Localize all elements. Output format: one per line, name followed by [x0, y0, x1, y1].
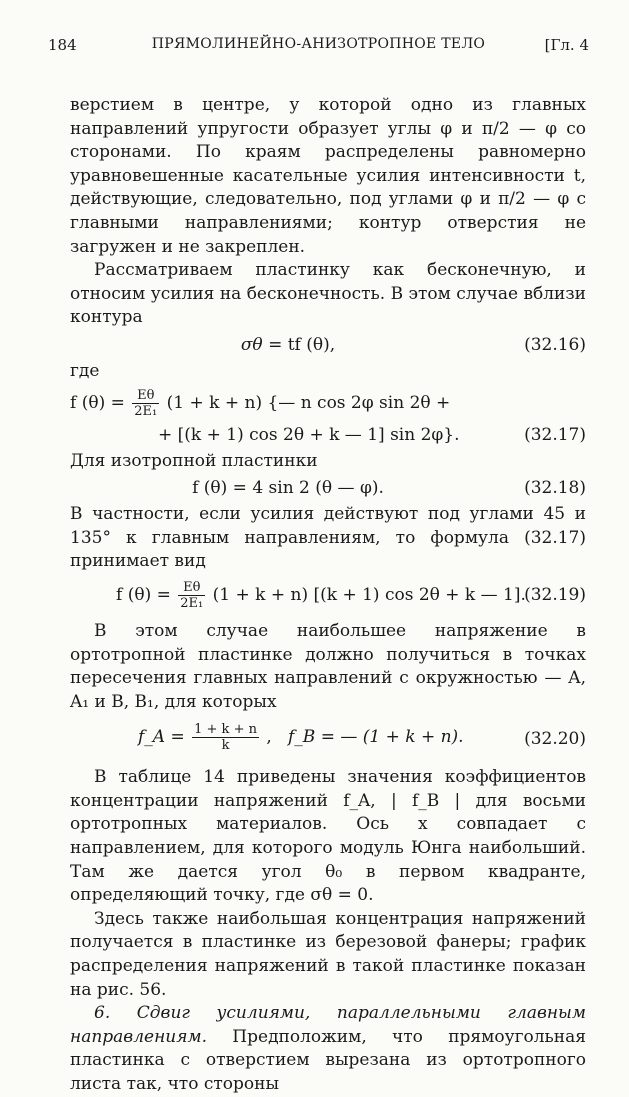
paragraph-8: Здесь также наибольшая концентрация напряжений получается в пластинке из березовой фанеры; график распределения напряжений в такой пластинке показан на рис. 56.	[70, 908, 586, 1000]
eq4-frac-num: Eθ	[178, 580, 205, 596]
equation-32-20	[70, 714, 586, 758]
eq4-frac-den: 2E₁	[180, 595, 204, 611]
eq5-rhs: f_B = — (1 + k + n).	[288, 727, 464, 748]
page-body	[70, 94, 586, 1097]
chapter-marker: [Гл. 4	[544, 36, 589, 54]
eq2-frac-den: 2E₁	[134, 403, 158, 419]
eq5-separator: ,	[266, 727, 272, 748]
equation-32-18	[70, 473, 586, 503]
page-number: 184	[48, 36, 77, 54]
eq5-frac-num: 1 + k + n	[194, 722, 257, 738]
eq2-body: (1 + k + n) {— n cos 2φ sin 2θ +	[166, 392, 451, 413]
eq4-body: (1 + k + n) [(k + 1) cos 2θ + k — 1].	[212, 584, 526, 605]
paragraph-6: В этом случае наибольшее напряжение в ортотропной пластинке должно получиться в точках пересечения главных направлений с окружностью — A, A₁ и B, B₁, для которых	[70, 620, 586, 712]
paragraph-5: В частности, если усилия действуют под углами 45 и 135° к главным направлениям, то формула (32.17) принимает вид	[70, 504, 586, 572]
paragraph-3: где	[70, 360, 100, 381]
paragraph-1: верстием в центре, у которой одно из главных направлений упругости образует углы φ и π/2 — φ со сторонами. По краям распределены равномерно уравновешенные касательные усилия интенсивности t, действующие, следовательно, под углами φ и π/2 — φ с главными направлениями; контур отверстия не загружен и не закреплен.	[70, 95, 586, 257]
eq5-lhs: f_A =	[138, 727, 185, 748]
eq5-fraction	[192, 722, 259, 753]
eq5-number: (32.20)	[524, 729, 586, 750]
eq4-lhs: f (θ) =	[116, 584, 171, 605]
page-header	[48, 36, 589, 60]
eq1-lhs: σθ	[240, 334, 263, 355]
eq2-fraction	[132, 388, 159, 419]
eq3-body: f (θ) = 4 sin 2 (θ — φ).	[192, 478, 384, 499]
running-title: ПРЯМОЛИНЕЙНО-АНИЗОТРОПНОЕ ТЕЛО	[151, 36, 486, 52]
paragraph-7: В таблице 14 приведены значения коэффициентов концентрации напряжений f_A, | f_B | для восьми ортотропных материалов. Ось x совпадает с направлением, для которого модуль Юнга наибольший. Там же дается угол θ₀ в первом квадранте, определяющий точку, где σθ = 0.	[70, 767, 586, 906]
paragraph-9-text: Предположим, что прямоугольная пластинка с отверстием вырезана из ортотропного листа так, что стороны	[70, 1026, 587, 1094]
eq1-number: (32.16)	[524, 334, 586, 355]
equation-32-19	[70, 574, 586, 614]
eq3-number: (32.18)	[524, 478, 586, 499]
paragraph-9	[70, 1002, 586, 1096]
equation-32-17-line-2	[70, 420, 586, 450]
paragraph-2: Рассматриваем пластинку как бесконечную, и относим усилия на бесконечность. В этом случае вблизи контура	[70, 260, 586, 328]
section-heading: 6. Сдвиг усилиями, параллельными главным направлениям.	[70, 1003, 586, 1047]
eq5-frac-den: k	[221, 738, 230, 754]
equation-32-16	[70, 330, 586, 360]
paragraph-4: Для изотропной пластинки	[70, 450, 318, 471]
eq2-line2-body: + [(k + 1) cos 2θ + k — 1] sin 2φ}.	[158, 424, 460, 445]
equation-32-17-line-1	[70, 384, 586, 420]
eq2-lhs: f (θ) =	[70, 392, 125, 413]
eq4-fraction	[178, 580, 205, 611]
eq2-number: (32.17)	[524, 424, 586, 445]
eq1-rhs: = tf (θ),	[268, 334, 336, 355]
eq4-number: (32.19)	[524, 584, 586, 605]
eq2-frac-num: Eθ	[132, 388, 159, 404]
